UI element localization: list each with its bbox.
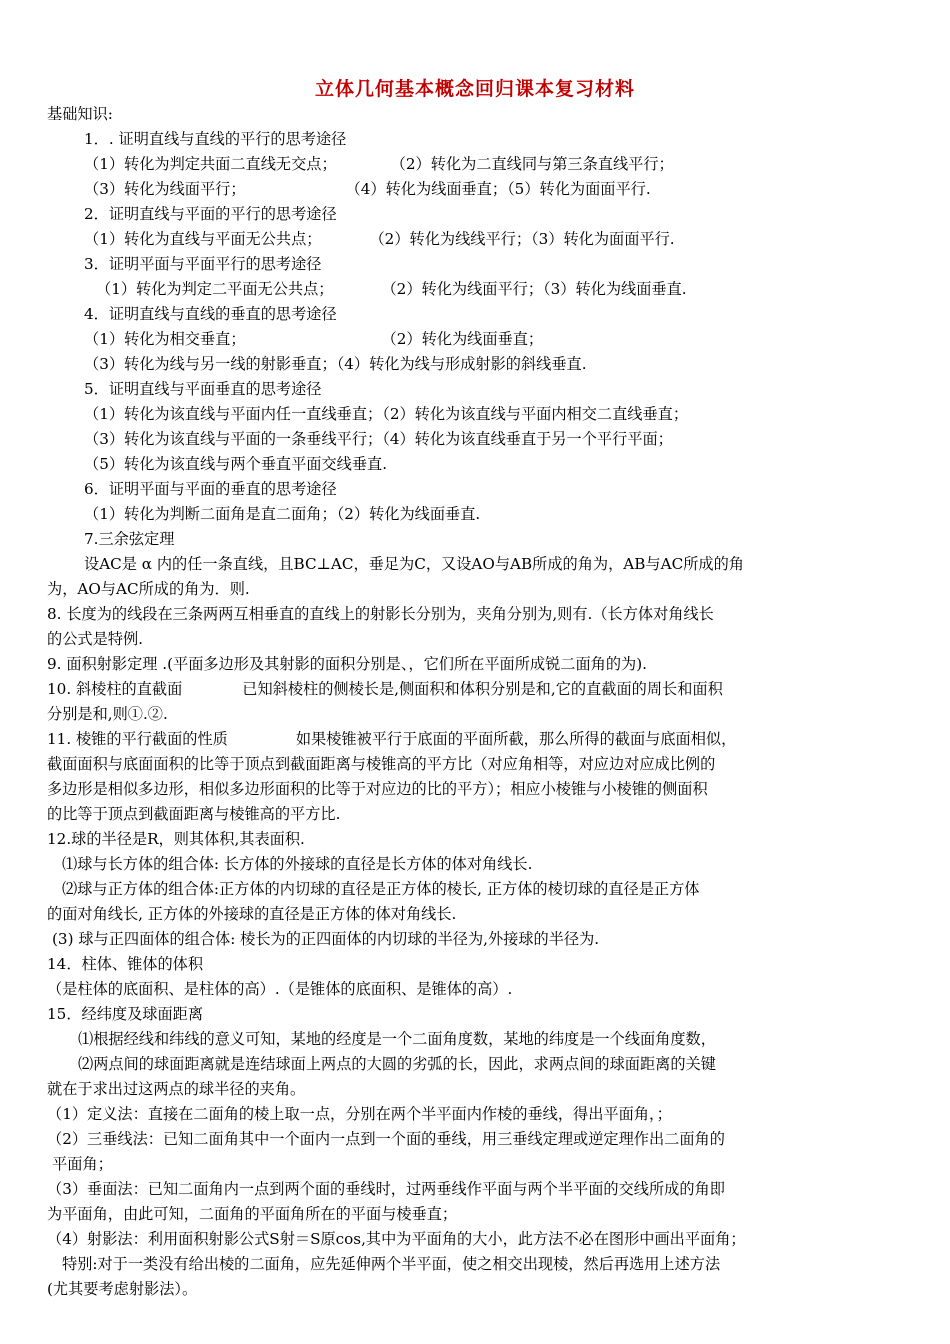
text-span: （4）转化为线面垂直；（5）转化为面面平行. [345,180,651,198]
item-5-line-2: （3）转化为该直线与平面的一条垂线平行；（4）转化为该直线垂直于另一个平行平面； [84,430,673,448]
item-6-line-1: （1）转化为判断二面角是直二面角；（2）转化为线面垂直. [84,505,481,523]
item-7-line-1: 设AC是 α 内的任一条直线，且BC⊥AC，垂足为C，又设AO与AB所成的角为，AB与AC所成的角 [84,555,744,573]
text-span: 如果棱锥被平行于底面的平面所截，那么所得的截面与底面相似， [295,730,737,748]
item-4-line-2: （3）转化为线与另一线的射影垂直；（4）转化为线与形成射影的斜线垂直. [84,355,587,373]
method-three-perpendiculars: （2）三垂线法：已知二面角其中一个面内一点到一个面的垂线，用三垂线定理或逆定理作出二面角的 [47,1130,725,1148]
item-11-line-3: 多边形是相似多边形，相似多边形面积的比等于对应边的比的平方）；相应小棱锥与小棱锥的侧面积 [47,780,708,798]
document-title: 立体几何基本概念回归课本复习材料 [314,78,635,100]
method-perpendicular-plane: （3）垂面法：已知二面角内一点到两个面的垂线时，过两垂线作平面与两个半平面的交线所成的角即 [47,1180,725,1198]
item-15-line-1: ⑴根据经线和纬线的意义可知，某地的经度是一个二面角度数，某地的纬度是一个线面角度数， [78,1030,716,1048]
item-15-line-3: 就在于求出过这两点的球半径的夹角。 [47,1080,306,1098]
item-11-line-2: 截面面积与底面面积的比等于顶点到截面距离与棱锥高的平方比（对应角相等，对应边对应成比例的 [47,755,716,773]
text-span: （3）转化为线面平行； [84,180,246,198]
method-perpendicular-plane-cont: 为平面角，由此可知，二面角的平面角所在的平面与棱垂直； [47,1205,458,1223]
text-span: （2）转化为线线平行；（3）转化为面面平行. [369,230,675,248]
item-12-heading: 12.球的半径是R，则其体积,其表面积. [47,830,305,848]
item-8-line-2: 的公式是特例. [47,630,143,648]
item-1-heading: 1．. 证明直线与直线的平行的思考途径 [84,130,347,148]
item-5-line-3: （5）转化为该直线与两个垂直平面交线垂直. [84,455,388,473]
section-heading-basics: 基础知识: [47,105,113,123]
item-4-heading: 4．证明直线与直线的垂直的思考途径 [84,305,337,323]
item-5-line-1: （1）转化为该直线与平面内任一直线垂直；（2）转化为该直线与平面内相交二直线垂直； [84,405,689,423]
item-15-heading: 15．经纬度及球面距离 [47,1005,204,1023]
item-6-heading: 6．证明平面与平面的垂直的思考途径 [84,480,337,498]
item-7-heading: 7.三余弦定理 [84,530,175,548]
item-12-line-1: ⑴球与长方体的组合体: 长方体的外接球的直径是长方体的体对角线长. [62,855,533,873]
item-4-line-1 [84,329,543,349]
text-span: 已知斜棱柱的侧棱长是,侧面积和体积分别是和,它的直截面的周长和面积 [242,680,723,698]
item-14-line-1: （是柱体的底面积、是柱体的高）.（是锥体的底面积、是锥体的高）. [47,980,513,998]
item-9-line-1: 9. 面积射影定理 .(平面多边形及其射影的面积分别是、，它们所在平面所成锐二面角的为). [47,655,647,673]
text-span: （2）转化为线面平行；（3）转化为线面垂直. [381,280,687,298]
item-3-line-1 [96,279,687,299]
item-11-line-4: 的比等于顶点到截面距离与棱锥高的平方比. [47,805,341,823]
item-2-heading: 2．证明直线与平面的平行的思考途径 [84,205,337,223]
text-span: （1）转化为判定二平面无公共点； [96,280,334,298]
special-note: 特别:对于一类没有给出棱的二面角，应先延伸两个半平面，使之相交出现棱，然后再选用上述方法 [62,1255,721,1273]
text-span: （1）转化为直线与平面无公共点； [84,230,322,248]
item-12-line-3: 的面对角线长, 正方体的外接球的直径是正方体的体对角线长. [47,905,457,923]
item-10-line-2: 分别是和,则①.②. [47,705,168,723]
item-1-line-2 [84,179,651,199]
text-span: （2）转化为线面垂直； [381,330,544,348]
text-span: 11. 棱锥的平行截面的性质 [47,730,228,748]
item-11-line-1 [47,729,736,749]
item-3-heading: 3．证明平面与平面平行的思考途径 [84,255,322,273]
method-definition: （1）定义法：直接在二面角的棱上取一点，分别在两个半平面内作棱的垂线，得出平面角，； [47,1105,672,1123]
text-span: （1）转化为相交垂直； [84,330,246,348]
item-12-line-2: ⑵球与正方体的组合体:正方体的内切球的直径是正方体的棱长, 正方体的棱切球的直径是正方体 [62,880,700,898]
item-12-line-4: (3) 球与正四面体的组合体: 棱长为的正四面体的内切球的半径为,外接球的半径为. [52,930,600,948]
text-span: （2）转化为二直线同与第三条直线平行； [390,155,674,173]
method-projection: （4）射影法：利用面积射影公式S射＝S原cos,其中为平面角的大小，此方法不必在图形中画出平面角； [47,1230,746,1248]
text-span: （1）转化为判定共面二直线无交点； [84,155,337,173]
text-span: 10. 斜棱柱的直截面 [47,680,183,698]
special-note-cont: (尤其要考虑射影法）。 [47,1280,198,1298]
item-10-line-1 [47,679,723,699]
item-7-line-2: 为，AO与AC所成的角为．则. [47,580,250,598]
item-2-line-1 [84,229,675,249]
method-three-perpendiculars-cont: 平面角； [52,1155,113,1173]
item-1-line-1 [84,154,674,174]
item-14-heading: 14．柱体、锥体的体积 [47,955,204,973]
item-15-line-2: ⑵两点间的球面距离就是连结球面上两点的大圆的劣弧的长，因此，求两点间的球面距离的关键 [78,1055,716,1073]
item-5-heading: 5．证明直线与平面垂直的思考途径 [84,380,322,398]
item-8-line-1: 8. 长度为的线段在三条两两互相垂直的直线上的射影长分别为，夹角分别为,则有.（长方体对角线长 [47,605,714,623]
